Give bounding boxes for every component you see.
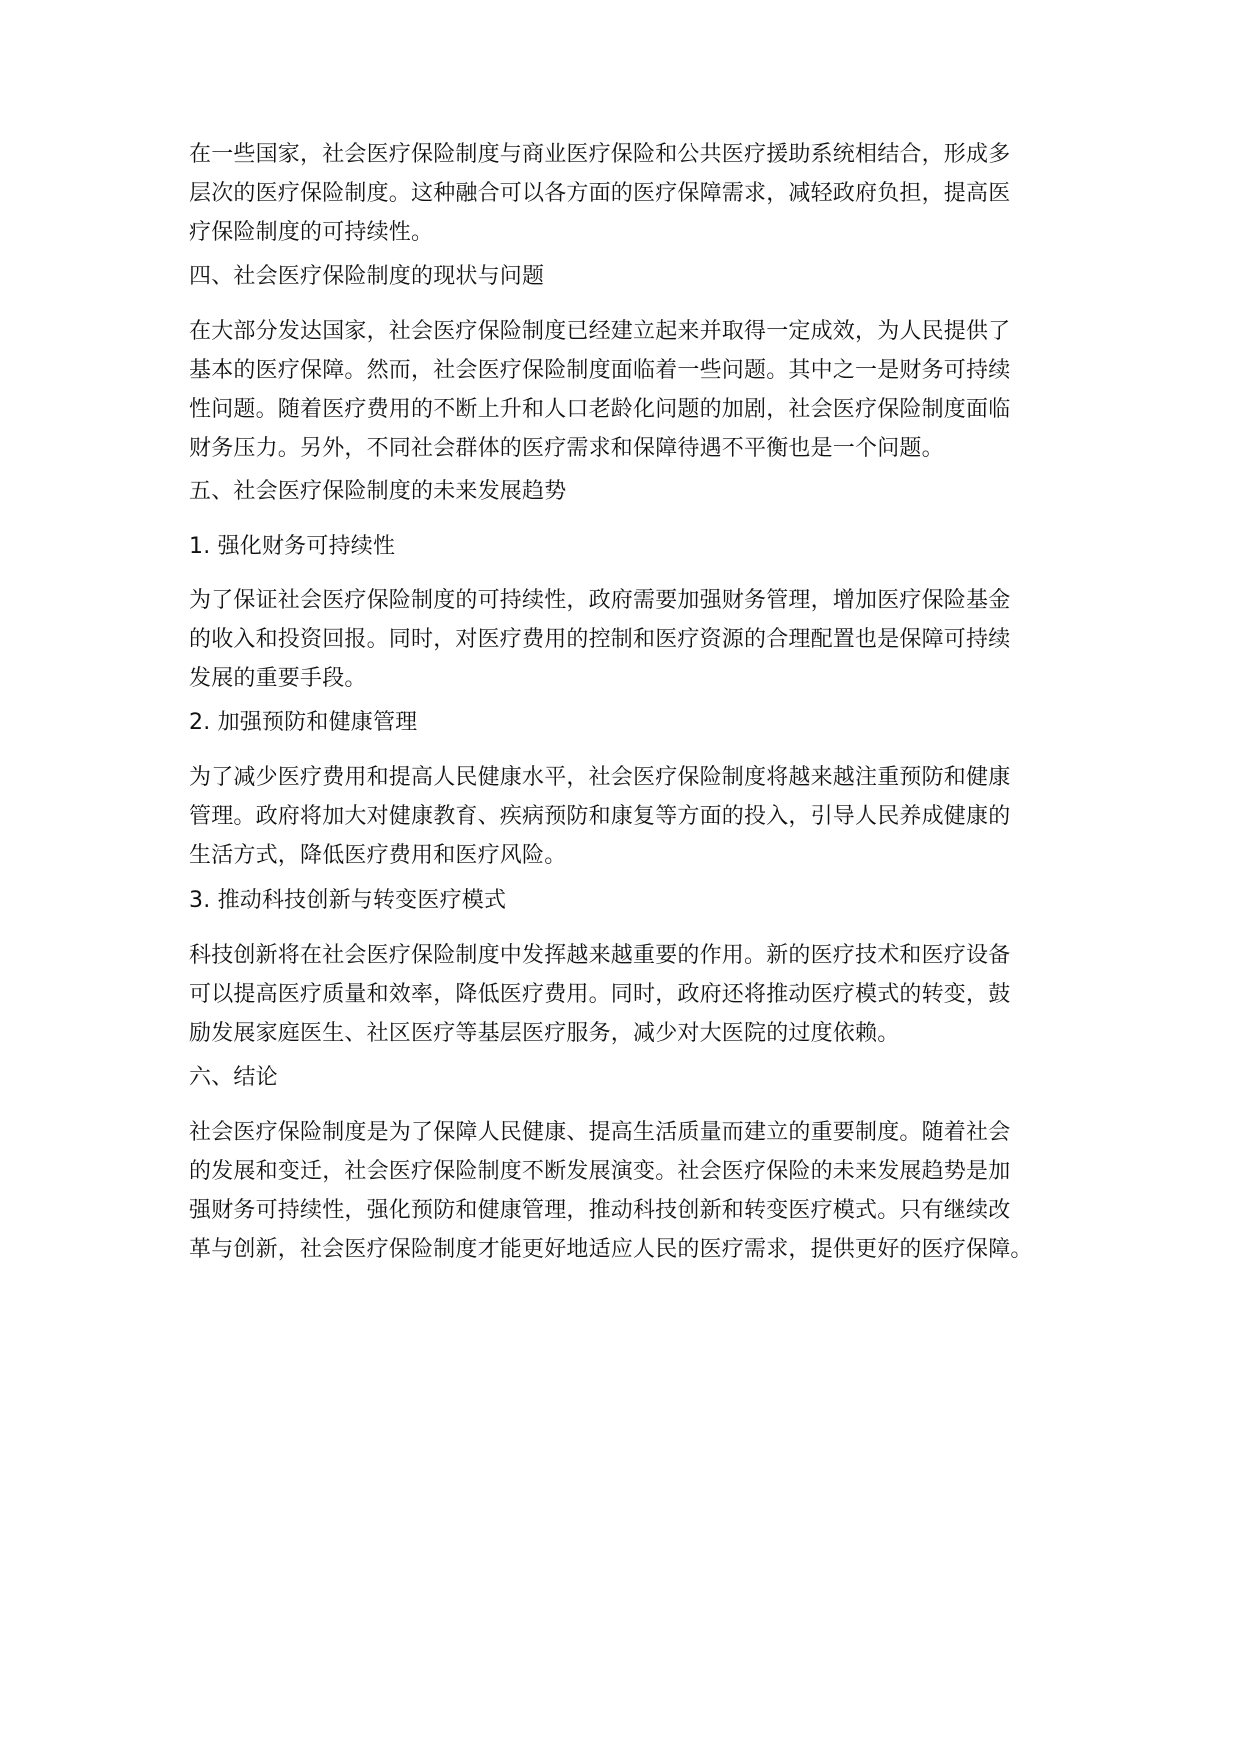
paragraph-financial-sustainability	[189, 581, 1010, 698]
heading-text: 六、结论	[189, 1065, 278, 1090]
subheading-text: 1. 强化财务可持续性	[189, 534, 396, 559]
paragraph-multilevel-systems	[189, 135, 1010, 252]
heading-text: 五、社会医疗保险制度的未来发展趋势	[189, 479, 567, 504]
heading-text: 四、社会医疗保险制度的现状与问题	[189, 264, 545, 289]
text-line: 层次的医疗保险制度。这种融合可以各方面的医疗保障需求，减轻政府负担，提高医	[189, 181, 1011, 206]
text-line: 可以提高医疗质量和效率，降低医疗费用。同时，政府还将推动医疗模式的转变，鼓	[189, 982, 1011, 1007]
text-line: 的发展和变迁，社会医疗保险制度不断发展演变。社会医疗保险的未来发展趋势是加	[189, 1159, 1011, 1184]
text-line: 在一些国家，社会医疗保险制度与商业医疗保险和公共医疗援助系统相结合，形成多	[189, 142, 1011, 167]
subheading-financial-sustainability	[189, 527, 395, 566]
subheading-tech-innovation	[189, 881, 506, 920]
section-heading-status-and-issues	[189, 257, 544, 296]
paragraph-prevention-health	[189, 758, 1010, 875]
text-line: 财务压力。另外，不同社会群体的医疗需求和保障待遇不平衡也是一个问题。	[189, 436, 944, 461]
subheading-prevention-health	[189, 703, 417, 742]
subheading-text: 3. 推动科技创新与转变医疗模式	[189, 888, 507, 913]
text-line: 革与创新，社会医疗保险制度才能更好地适应人民的医疗需求，提供更好的医疗保障。	[189, 1237, 1033, 1262]
text-line: 为了保证社会医疗保险制度的可持续性，政府需要加强财务管理，增加医疗保险基金	[189, 588, 1011, 613]
section-heading-future-trends	[189, 472, 566, 511]
subheading-text: 2. 加强预防和健康管理	[189, 710, 418, 735]
text-line: 性问题。随着医疗费用的不断上升和人口老龄化问题的加剧，社会医疗保险制度面临	[189, 397, 1011, 422]
text-line: 发展的重要手段。	[189, 666, 367, 691]
paragraph-status-and-issues	[189, 312, 1010, 468]
text-line: 的收入和投资回报。同时，对医疗费用的控制和医疗资源的合理配置也是保障可持续	[189, 627, 1011, 652]
text-line: 科技创新将在社会医疗保险制度中发挥越来越重要的作用。新的医疗技术和医疗设备	[189, 943, 1011, 968]
text-line: 疗保险制度的可持续性。	[189, 220, 434, 245]
text-line: 为了减少医疗费用和提高人民健康水平，社会医疗保险制度将越来越注重预防和健康	[189, 765, 1011, 790]
text-line: 励发展家庭医生、社区医疗等基层医疗服务，减少对大医院的过度依赖。	[189, 1021, 900, 1046]
section-heading-conclusion	[189, 1058, 278, 1097]
paragraph-tech-innovation	[189, 936, 1010, 1053]
paragraph-conclusion	[189, 1113, 1033, 1269]
text-line: 基本的医疗保障。然而，社会医疗保险制度面临着一些问题。其中之一是财务可持续	[189, 358, 1011, 383]
text-line: 在大部分发达国家，社会医疗保险制度已经建立起来并取得一定成效，为人民提供了	[189, 319, 1011, 344]
text-line: 社会医疗保险制度是为了保障人民健康、提高生活质量而建立的重要制度。随着社会	[189, 1120, 1011, 1145]
text-line: 生活方式，降低医疗费用和医疗风险。	[189, 843, 567, 868]
text-line: 管理。政府将加大对健康教育、疾病预防和康复等方面的投入，引导人民养成健康的	[189, 804, 1011, 829]
text-line: 强财务可持续性，强化预防和健康管理，推动科技创新和转变医疗模式。只有继续改	[189, 1198, 1011, 1223]
